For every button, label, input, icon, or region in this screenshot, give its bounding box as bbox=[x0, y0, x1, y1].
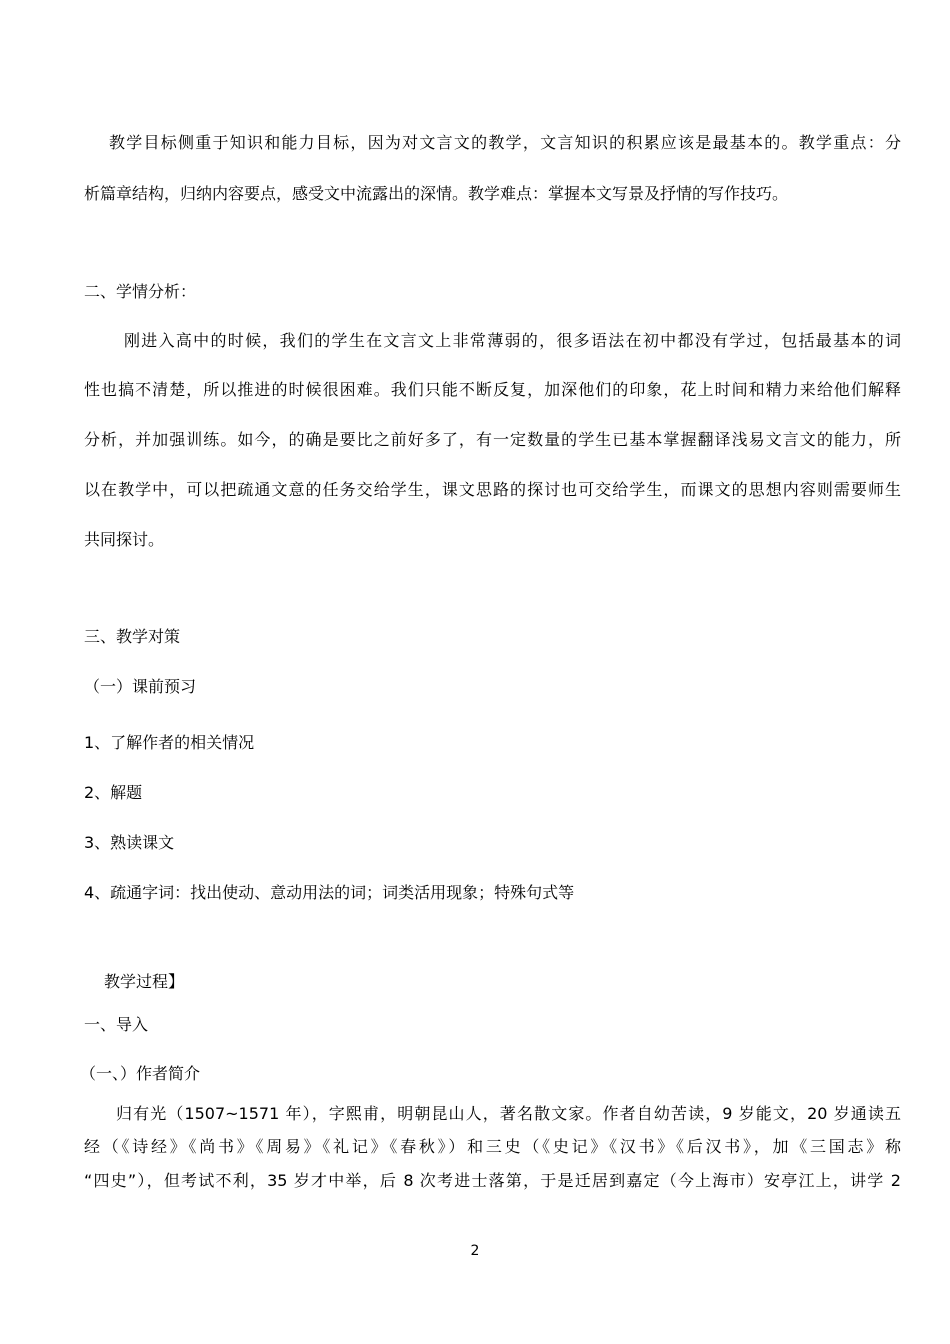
section-3-sub-heading: （一）课前预习 bbox=[84, 677, 197, 696]
page-number: 2 bbox=[470, 1243, 480, 1259]
section-2-line-3: 分析，并加强训练。如今，的确是要比之前好多了，有一定数量的学生已基本掌握翻译浅易文言文的能力，所 bbox=[84, 430, 901, 449]
section-3-heading: 三、教学对策 bbox=[84, 627, 181, 646]
author-line-1: 归有光（1507~1571 年），字熙甫，明朝昆山人，著名散文家。作者自幼苦读，9 岁能文，20 岁通读五 bbox=[116, 1104, 901, 1123]
list-item: 4、疏通字词：找出使动、意动用法的词；词类活用现象；特殊句式等 bbox=[84, 883, 575, 902]
section-2-line-1: 刚进入高中的时候，我们的学生在文言文上非常薄弱的，很多语法在初中都没有学过，包括最基本的词 bbox=[124, 331, 901, 350]
list-item: 3、熟读课文 bbox=[84, 833, 175, 852]
section-2-line-4: 以在教学中，可以把疏通文意的任务交给学生，课文思路的探讨也可交给学生，而课文的思想内容则需要师生 bbox=[84, 480, 901, 499]
process-heading: 一、导入 bbox=[84, 1015, 149, 1034]
section-2-heading: 二、学情分析： bbox=[84, 282, 197, 301]
process-sub-heading: （一、）作者简介 bbox=[80, 1064, 201, 1083]
list-item: 1、了解作者的相关情况 bbox=[84, 733, 255, 752]
section-2-line-5: 共同探讨。 bbox=[84, 530, 165, 549]
list-item: 2、解题 bbox=[84, 783, 143, 802]
intro-line-2: 析篇章结构，归纳内容要点，感受文中流露出的深情。教学难点：掌握本文写景及抒情的写作技巧。 bbox=[84, 184, 789, 203]
author-line-3: “四史”），但考试不利，35 岁才中举，后 8 次考进士落第，于是迁居到嘉定（今上海市）安亭江上，讲学 2 bbox=[84, 1171, 901, 1190]
process-title: 教学过程】 bbox=[104, 972, 185, 991]
section-2-line-2: 性也搞不清楚，所以推进的时候很困难。我们只能不断反复，加深他们的印象，花上时间和精力来给他们解释 bbox=[84, 380, 901, 399]
intro-line-1: 教学目标侧重于知识和能力目标，因为对文言文的教学，文言知识的积累应该是最基本的。教学重点：分 bbox=[109, 133, 901, 152]
author-line-2: 经（《诗经》《尚书》《周易》《礼记》《春秋》）和三史（《史记》《汉书》《后汉书》，加《三国志》称 bbox=[84, 1137, 901, 1156]
